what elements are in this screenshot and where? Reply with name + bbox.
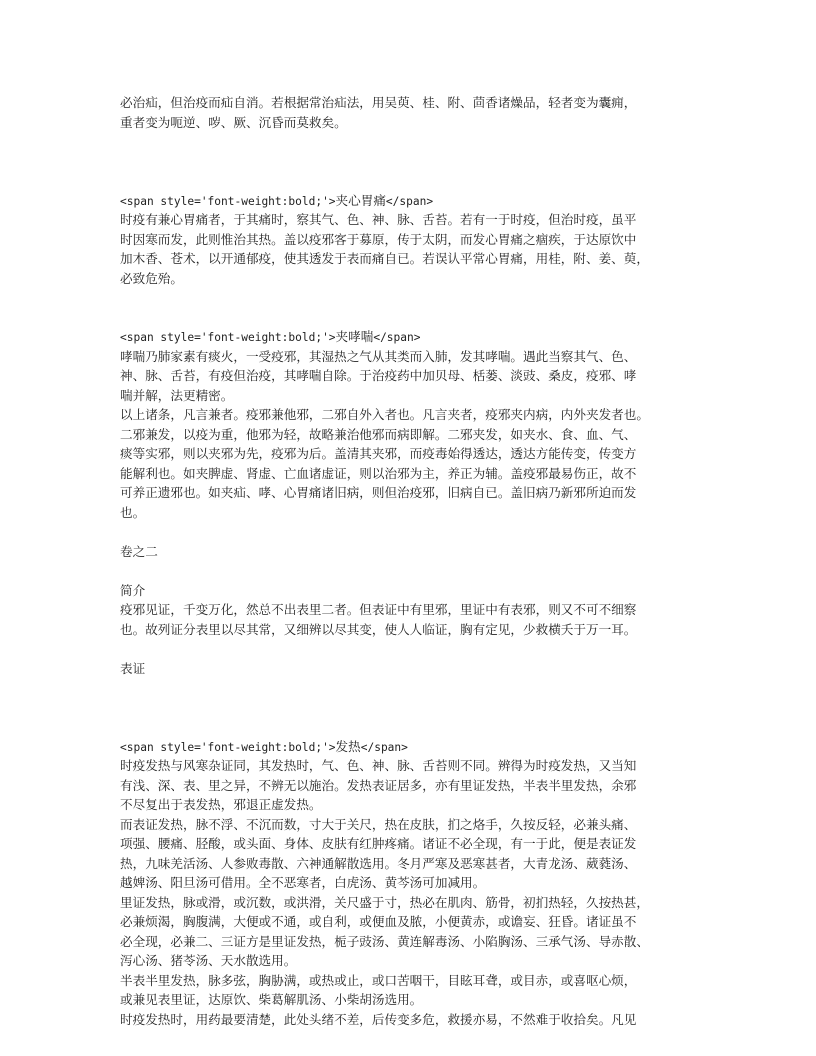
text-line: 也。 — [120, 504, 146, 520]
section-title: 夹心胃痛 — [335, 192, 386, 208]
section-introduction — [120, 581, 700, 640]
text-line: 可养正遗邪也。如夹疝、哮、心胃痛诸旧病，则但治疫邪，旧病自已。盖旧病乃新邪所迫而发 — [120, 485, 637, 500]
text-line: 必全现，必兼二、三证方是里证发热，栀子豉汤、黄连解毒汤、小陷胸汤、三承气汤、导赤散、 — [120, 933, 649, 949]
text-line: 必兼烦渴，胸腹满，大便或不通，或自利，或便血及脓，小便黄赤，或谵妄、狂昏。诸证虽不 — [120, 914, 637, 929]
document-page — [120, 93, 700, 1029]
text-line: 神、脉、舌苔，有疫但治疫，其哮喘自除。于治疫药中加贝母、栝蒌、淡豉、桑皮，疫邪、哮 — [120, 368, 637, 383]
intro-paragraph — [120, 93, 700, 132]
text-line: 也。故列证分表里以尽其常，又细辨以尽其变，使人人临证，胸有定见，少救横夭于万一耳。 — [120, 621, 637, 637]
text-line: 痰等实邪，则以夹邪为先，疫邪为后。盖清其夹邪，而疫毒始得透达，透达方能传变，传变方 — [120, 446, 637, 461]
text-line: 热，九味羌活汤、人参败毒散、六神通解散选用。冬月严寒及恶寒甚者，大青龙汤、葳蕤汤、 — [120, 855, 637, 871]
section-title: 简介 — [120, 582, 146, 598]
text-line: 时疫有兼心胃痛者，于其痛时，察其气、色、神、脉、舌苔。若有一于时疫，但治时疫，虽平 — [120, 212, 637, 227]
text-line: 时疫发热时，用药最要清楚，此处头绪不差，后传变多危，救援亦易，不然难于收拾矣。凡见 — [120, 1011, 637, 1027]
text-line: 哮喘乃肺家素有痰火，一受疫邪，其湿热之气从其类而入肺，发其哮喘。遇此当察其气、色、 — [120, 348, 637, 364]
text-line: 而表证发热，脉不浮、不沉而数，寸大于关尺，热在皮肤，扪之烙手，久按反轻，必兼头痛、 — [120, 816, 637, 832]
text-line: 以上诸条，凡言兼者。疫邪兼他邪，二邪自外入者也。凡言夹者，疫邪夹内病，内外夹发者也。 — [120, 407, 649, 422]
html-tag-open: <span style='font-weight:bold;'> — [120, 740, 336, 754]
text-line: 必致危殆。 — [120, 270, 183, 286]
html-tag-open: <span style='font-weight:bold;'> — [120, 331, 336, 344]
text-line: 有浅、深、表、里之异，不辨无以施治。发热表证居多，亦有里证发热，半表半里发热，余邪 — [120, 777, 637, 793]
surface-syndrome-title: 表证 — [120, 660, 146, 676]
html-tag-close: </span> — [360, 740, 408, 754]
section-fever — [120, 737, 700, 1030]
html-tag-open: <span style='font-weight:bold;'> — [120, 194, 336, 208]
text-line: 泻心汤、猪苓汤、天水散选用。 — [120, 953, 297, 968]
section-asthma — [120, 327, 700, 522]
text-line: 或兼见表里证，达原饮、柴葛解肌汤、小柴胡汤选用。 — [120, 992, 423, 1007]
html-tag-close: </span> — [373, 331, 421, 344]
text-line: 能解利也。如夹脾虚、肾虚、亡血诸虚证，则以治邪为主，养正为辅。盖疫邪最易伤正，故不 — [120, 465, 637, 481]
volume-title: 卷之二 — [120, 543, 158, 559]
section-heart-pain — [120, 191, 700, 289]
text-line: 必治疝，但治疫而疝自消。若根据常治疝法，用吴萸、桂、附、茴香诸燥品，轻者变为囊痈， — [120, 95, 637, 110]
text-line: 项强、腰痛、胫酸，或头面、身体、皮肤有红肿疼痛。诸证不必全现，有一于此，便是表证发 — [120, 836, 637, 851]
html-tag-close: </span> — [385, 194, 434, 208]
text-line: 时因寒而发，此则惟治其热。盖以疫邪客于募原，传于太阴，而发心胃痛之痼疾，于达原饮中 — [120, 231, 637, 247]
text-line: 越婢汤、阳旦汤可借用。全不恶寒者，白虎汤、黄芩汤可加减用。 — [120, 875, 486, 890]
text-line: 加木香、苍术，以开通郁疫，使其透发于表而痛自已。若误认平常心胃痛，用桂，附、姜、萸， — [120, 251, 649, 266]
text-line: 二邪兼发，以疫为重，他邪为轻，故略兼治他邪而病即解。二邪夹发，如夹水、食、血、气、 — [120, 426, 637, 442]
text-line: 喘并解，法更精密。 — [120, 387, 234, 403]
section-title: 发热 — [335, 738, 361, 754]
section-heading — [120, 191, 700, 211]
text-line: 半表半里发热，脉多弦，胸胁满，或热或止，或口苦咽干，目眩耳聋，或目赤，或喜呕心烦， — [120, 972, 637, 988]
text-line: 时疫发热与风寒杂证同，其发热时，气、色、神、脉、舌苔则不同。辨得为时疫发热，又当知 — [120, 758, 637, 773]
section-title: 夹哮喘 — [335, 329, 374, 344]
text-line: 里证发热，脉或滑，或沉数，或洪滑，关尺盛于寸，热必在肌肉、筋骨，初扪热轻，久按热甚， — [120, 894, 649, 910]
text-line: 重者变为呃逆、哕、厥、沉昏而莫救矣。 — [120, 114, 347, 130]
text-line: 疫邪见证，千变万化，然总不出表里二者。但表证中有里邪，里证中有表邪，则又不可不细察 — [120, 602, 637, 617]
section-heading — [120, 737, 700, 757]
section-heading — [120, 327, 700, 347]
text-line: 不尽复出于表发热，邪退正虚发热。 — [120, 797, 322, 812]
